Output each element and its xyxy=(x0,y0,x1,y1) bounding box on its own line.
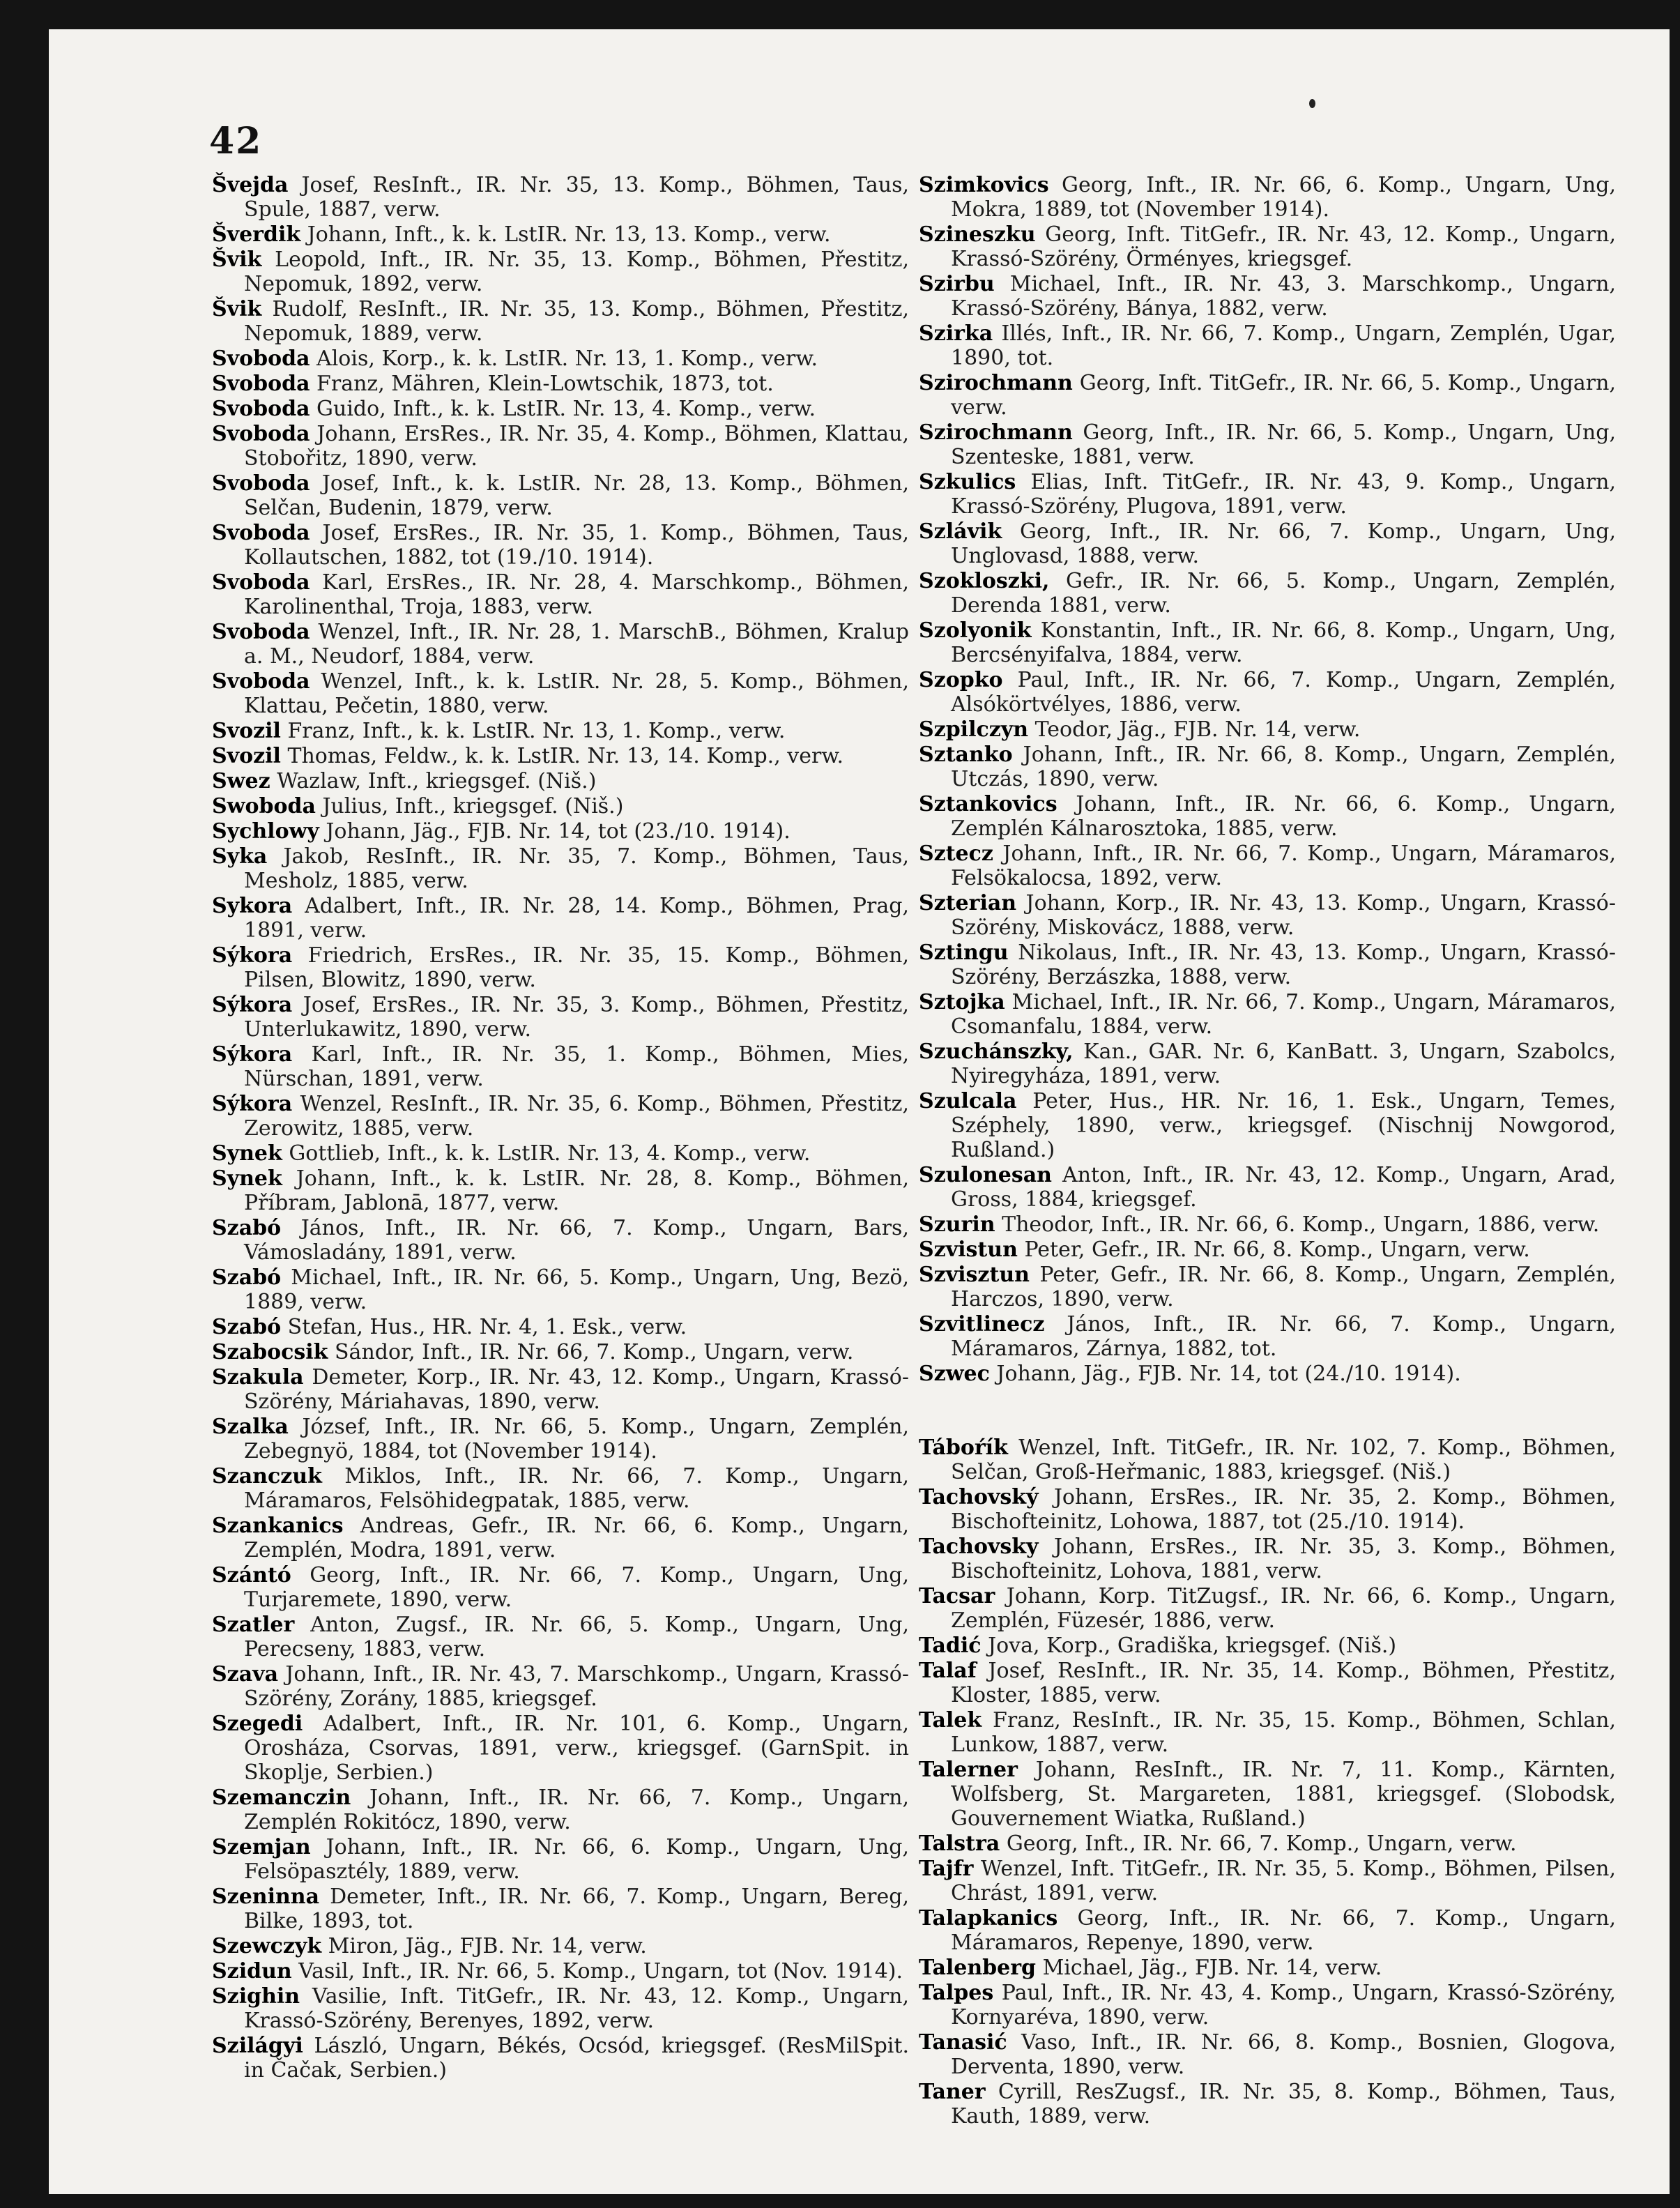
entry-surname: Szulonesan xyxy=(919,1163,1052,1187)
entry-surname: Szolyonik xyxy=(919,618,1032,643)
entry-details: Karl, ErsRes., IR. Nr. 28, 4. Marschkomp., Böhmen, Karolinenthal, Troja, 1883, verw. xyxy=(244,570,909,619)
entry-surname: Szanczuk xyxy=(212,1464,322,1489)
register-entry xyxy=(212,1786,909,1834)
register-entry xyxy=(212,1984,909,2033)
register-entry xyxy=(919,1708,1616,1757)
entry-details: Teodor, Jäg., FJB. Nr. 14, verw. xyxy=(1028,717,1361,742)
entry-surname: Swez xyxy=(212,769,270,793)
entry-surname: Szemanczin xyxy=(212,1786,351,1810)
entry-details: Anton, Zugsf., IR. Nr. 66, 5. Komp., Ungarn, Ung, Perecseny, 1883, verw. xyxy=(244,1613,909,1661)
ink-speck xyxy=(1309,99,1315,108)
entry-surname: Szántó xyxy=(212,1563,291,1588)
entry-surname: Szirbu xyxy=(919,272,995,296)
entry-details: Adalbert, Inft., IR. Nr. 101, 6. Komp., Ungarn, Orosháza, Csorvas, 1891, verw., kriegsgef. (GarnSpit. in Skoplje, Serbien.) xyxy=(244,1712,909,1785)
entry-surname: Szewczyk xyxy=(212,1934,322,1958)
register-entry xyxy=(212,894,909,943)
entry-details: János, Inft., IR. Nr. 66, 7. Komp., Ungarn, Máramaros, Zárnya, 1882, tot. xyxy=(951,1312,1616,1361)
entry-surname: Švik xyxy=(212,297,262,321)
entry-surname: Szirka xyxy=(919,321,993,346)
entry-details: Elias, Inft. TitGefr., IR. Nr. 43, 9. Komp., Ungarn, Krassó-Szörény, Plugova, 1891, verw. xyxy=(951,470,1616,519)
entry-details: Wazlaw, Inft., kriegsgef. (Niš.) xyxy=(270,769,597,793)
entry-details: Jakob, ResInft., IR. Nr. 35, 7. Komp., Böhmen, Taus, Mesholz, 1885, verw. xyxy=(244,844,909,893)
entry-details: Vasilie, Inft. TitGefr., IR. Nr. 43, 12. Komp., Ungarn, Krassó-Szörény, Berenyes, 1892, verw. xyxy=(244,1984,909,2033)
entry-details: Sándor, Inft., IR. Nr. 66, 7. Komp., Ungarn, verw. xyxy=(328,1340,854,1364)
entry-surname: Sýkora xyxy=(212,943,293,968)
register-entry xyxy=(919,2080,1616,2129)
register-entry xyxy=(212,372,909,396)
register-entry xyxy=(212,2034,909,2083)
entry-details: Stefan, Hus., HR. Nr. 4, 1. Esk., verw. xyxy=(281,1315,687,1339)
section-gap xyxy=(919,1387,1616,1436)
register-entry xyxy=(919,842,1616,890)
entry-details: Johann, Inft., IR. Nr. 43, 7. Marschkomp., Ungarn, Krassó-Szörény, Zorány, 1885, kriegsgef. xyxy=(244,1662,909,1711)
entry-details: Johann, ResInft., IR. Nr. 7, 11. Komp., Kärnten, Wolfsberg, St. Margareten, 1881, kriegsgef. (Slobodsk, Gouvernement Wiatka, Rußland.) xyxy=(951,1758,1616,1831)
entry-details: Georg, Inft., IR. Nr. 66, 7. Komp., Ungarn, Ung, Unglovasd, 1888, verw. xyxy=(951,519,1616,568)
entry-details: Karl, Inft., IR. Nr. 35, 1. Komp., Böhmen, Mies, Nürschan, 1891, verw. xyxy=(244,1042,909,1091)
entry-details: Georg, Inft., IR. Nr. 66, 7. Komp., Ungarn, Máramaros, Repenye, 1890, verw. xyxy=(951,1906,1616,1955)
register-entry xyxy=(919,2030,1616,2079)
register-entry xyxy=(919,1312,1616,1361)
register-entry xyxy=(212,1662,909,1711)
entry-surname: Sýkora xyxy=(212,1092,293,1116)
entry-details: Josef, ResInft., IR. Nr. 35, 14. Komp., Böhmen, Přestitz, Kloster, 1885, verw. xyxy=(951,1659,1616,1707)
register-entry xyxy=(212,769,909,793)
entry-surname: Svozil xyxy=(212,744,281,768)
entry-surname: Szakula xyxy=(212,1365,304,1389)
entry-details: Wenzel, Inft., k. k. LstIR. Nr. 28, 5. Komp., Böhmen, Klattau, Pečetin, 1880, verw. xyxy=(244,669,909,718)
register-entry xyxy=(212,1712,909,1785)
entry-details: Wenzel, Inft., IR. Nr. 28, 1. MarschB., Böhmen, Kralup a. M., Neudorf, 1884, verw. xyxy=(244,620,909,669)
register-entry xyxy=(919,1238,1616,1262)
entry-details: Josef, ErsRes., IR. Nr. 35, 1. Komp., Böhmen, Taus, Kollautschen, 1882, tot (19./10. 1914). xyxy=(244,521,909,570)
entry-surname: Švik xyxy=(212,248,262,272)
register-entry xyxy=(919,891,1616,940)
entry-details: Demeter, Inft., IR. Nr. 66, 7. Komp., Ungarn, Bereg, Bilke, 1893, tot. xyxy=(244,1885,909,1933)
entry-surname: Szuchánszky, xyxy=(919,1040,1074,1064)
entry-details: Konstantin, Inft., IR. Nr. 66, 8. Komp., Ungarn, Ung, Bercsényifalva, 1884, verw. xyxy=(951,618,1616,667)
entry-details: Johann, ErsRes., IR. Nr. 35, 4. Komp., Böhmen, Klattau, Stobořitz, 1890, verw. xyxy=(244,422,909,471)
register-entry xyxy=(212,570,909,619)
entry-surname: Szemjan xyxy=(212,1835,311,1859)
entry-surname: Sykora xyxy=(212,894,293,918)
entry-details: Wenzel, Inft. TitGefr., IR. Nr. 35, 5. Komp., Böhmen, Pilsen, Chrást, 1891, verw. xyxy=(951,1857,1616,1905)
entry-surname: Szkulics xyxy=(919,470,1016,494)
register-entry xyxy=(212,1340,909,1364)
register-entry xyxy=(212,1885,909,1933)
entry-surname: Sýkora xyxy=(212,1042,293,1067)
register-entry xyxy=(919,743,1616,791)
entry-surname: Svoboda xyxy=(212,669,310,694)
register-entry xyxy=(919,272,1616,321)
entry-details: Miklos, Inft., IR. Nr. 66, 7. Komp., Ungarn, Máramaros, Felsöhidegpatak, 1885, verw. xyxy=(244,1464,909,1513)
entry-details: Peter, Hus., HR. Nr. 16, 1. Esk., Ungarn, Temes, Széphely, 1890, verw., kriegsgef. (Nischnij Nowgorod, Rußland.) xyxy=(951,1089,1616,1162)
register-entry xyxy=(212,1959,909,1984)
entry-details: Georg, Inft. TitGefr., IR. Nr. 43, 12. Komp., Ungarn, Krassó-Szörény, Örményes, kriegsgef. xyxy=(951,222,1616,271)
register-entry xyxy=(919,1263,1616,1311)
entry-surname: Svozil xyxy=(212,719,281,743)
entry-surname: Szirochmann xyxy=(919,371,1073,395)
entry-surname: Tachovský xyxy=(919,1485,1039,1509)
register-entry xyxy=(212,248,909,296)
right-column-s-section xyxy=(919,173,1616,1386)
register-entry xyxy=(919,371,1616,420)
entry-surname: Svoboda xyxy=(212,347,310,371)
register-entry xyxy=(919,717,1616,742)
register-entry xyxy=(212,819,909,844)
entry-surname: Szabó xyxy=(212,1216,282,1240)
entry-details: Michael, Inft., IR. Nr. 66, 7. Komp., Ungarn, Máramaros, Csomanfalu, 1884, verw. xyxy=(951,990,1616,1039)
register-entry xyxy=(919,792,1616,841)
entry-surname: Talerner xyxy=(919,1758,1018,1782)
entry-details: Leopold, Inft., IR. Nr. 35, 13. Komp., Böhmen, Přestitz, Nepomuk, 1892, verw. xyxy=(244,248,909,296)
register-entry xyxy=(919,1832,1616,1856)
entry-surname: Szidun xyxy=(212,1959,292,1984)
entry-surname: Szalka xyxy=(212,1415,289,1439)
entry-details: Michael, Inft., IR. Nr. 43, 3. Marschkomp., Ungarn, Krassó-Szörény, Bánya, 1882, verw. xyxy=(951,272,1616,321)
entry-surname: Syka xyxy=(212,844,268,869)
entry-details: Demeter, Korp., IR. Nr. 43, 12. Komp., Ungarn, Krassó-Szörény, Máriahavas, 1890, verw. xyxy=(244,1365,909,1414)
entry-details: Johann, Inft., IR. Nr. 66, 6. Komp., Ungarn, Zemplén Kálnarosztoka, 1885, verw. xyxy=(951,792,1616,841)
register-entry xyxy=(212,1563,909,1612)
entry-surname: Tachovsky xyxy=(919,1535,1039,1559)
entry-details: László, Ungarn, Békés, Ocsód, kriegsgef. (ResMilSpit. in Čačak, Serbien.) xyxy=(244,2034,909,2083)
entry-details: Georg, Inft., IR. Nr. 66, 7. Komp., Ungarn, verw. xyxy=(1000,1832,1517,1856)
register-entry xyxy=(919,1956,1616,1980)
register-entry xyxy=(212,620,909,669)
register-entry xyxy=(919,1485,1616,1534)
entry-surname: Talapkanics xyxy=(919,1906,1058,1931)
entry-surname: Szabó xyxy=(212,1265,282,1290)
entry-surname: Szabó xyxy=(212,1315,282,1339)
register-entry xyxy=(212,1514,909,1562)
entry-surname: Svoboda xyxy=(212,397,310,421)
entry-surname: Szineszku xyxy=(919,222,1036,247)
register-entry xyxy=(212,1216,909,1265)
entry-details: Johann, Inft., IR. Nr. 66, 6. Komp., Ungarn, Ung, Felsöpasztély, 1889, verw. xyxy=(244,1835,909,1884)
entry-details: Nikolaus, Inft., IR. Nr. 43, 13. Komp., Ungarn, Krassó-Szörény, Berzászka, 1888, verw. xyxy=(951,941,1616,989)
register-entry xyxy=(212,1415,909,1463)
entry-details: Friedrich, ErsRes., IR. Nr. 35, 15. Komp., Böhmen, Pilsen, Blowitz, 1890, verw. xyxy=(244,943,909,992)
entry-surname: Szilágyi xyxy=(212,2034,303,2058)
entry-details: Johann, Inft., k. k. LstIR. Nr. 28, 8. Komp., Böhmen, Příbram, Jablonā, 1877, verw. xyxy=(244,1166,909,1215)
register-entry xyxy=(919,173,1616,222)
register-entry xyxy=(919,470,1616,519)
entry-details: Georg, Inft., IR. Nr. 66, 6. Komp., Ungarn, Ung, Mokra, 1889, tot (November 1914). xyxy=(951,173,1616,222)
register-entry xyxy=(212,844,909,893)
register-entry xyxy=(919,222,1616,271)
entry-details: Michael, Jäg., FJB. Nr. 14, verw. xyxy=(1036,1956,1382,1980)
entry-surname: Szwec xyxy=(919,1362,990,1386)
entry-details: Johann, Inft., k. k. LstIR. Nr. 13, 13. Komp., verw. xyxy=(300,222,831,247)
register-entry xyxy=(919,1362,1616,1386)
entry-details: Franz, ResInft., IR. Nr. 35, 15. Komp., Böhmen, Schlan, Lunkow, 1887, verw. xyxy=(951,1708,1616,1757)
entry-surname: Synek xyxy=(212,1141,282,1166)
register-entry xyxy=(919,1212,1616,1237)
entry-surname: Szava xyxy=(212,1662,279,1687)
entry-surname: Szlávik xyxy=(919,519,1002,544)
register-entry xyxy=(919,519,1616,568)
entry-surname: Szopko xyxy=(919,668,1003,692)
register-entry xyxy=(212,1042,909,1091)
register-entry xyxy=(919,618,1616,667)
entry-surname: Taner xyxy=(919,2080,986,2104)
right-column xyxy=(919,173,1616,2129)
entry-details: Anton, Inft., IR. Nr. 43, 12. Komp., Ungarn, Arad, Gross, 1884, kriegsgef. xyxy=(951,1163,1616,1212)
entry-surname: Svoboda xyxy=(212,570,310,595)
entry-details: Johann, Inft., IR. Nr. 66, 8. Komp., Ungarn, Zemplén, Utczás, 1890, verw. xyxy=(951,743,1616,791)
entry-surname: Szatler xyxy=(212,1613,295,1637)
entry-surname: Šverdik xyxy=(212,222,301,247)
register-entry xyxy=(212,1265,909,1314)
entry-details: Jova, Korp., Gradiška, kriegsgef. (Niš.) xyxy=(981,1634,1397,1658)
entry-details: Johann, Jäg., FJB. Nr. 14, tot (24./10. 1914). xyxy=(989,1362,1461,1386)
register-entry xyxy=(212,1934,909,1958)
entry-details: József, Inft., IR. Nr. 66, 5. Komp., Ungarn, Zemplén, Zebegnyö, 1884, tot (November 1914). xyxy=(244,1415,909,1463)
page-number: 42 xyxy=(209,120,263,162)
left-column xyxy=(212,173,909,2083)
register-entry xyxy=(919,1535,1616,1583)
entry-surname: Szvisztun xyxy=(919,1263,1030,1287)
entry-details: Vaso, Inft., IR. Nr. 66, 8. Komp., Bosnien, Glogova, Derventa, 1890, verw. xyxy=(951,2030,1616,2079)
entry-details: Guido, Inft., k. k. LstIR. Nr. 13, 4. Komp., verw. xyxy=(310,397,816,421)
entry-surname: Szpilczyn xyxy=(919,717,1029,742)
entry-surname: Szeninna xyxy=(212,1885,320,1909)
entry-details: Peter, Gefr., IR. Nr. 66, 8. Komp., Ungarn, Zemplén, Harczos, 1890, verw. xyxy=(951,1263,1616,1311)
entry-surname: Szegedi xyxy=(212,1712,303,1736)
entry-surname: Svoboda xyxy=(212,521,310,545)
entry-details: Peter, Gefr., IR. Nr. 66, 8. Komp., Ungarn, verw. xyxy=(1017,1238,1530,1262)
register-entry xyxy=(212,173,909,222)
entry-surname: Talek xyxy=(919,1708,982,1733)
entry-surname: Szterian xyxy=(919,891,1017,915)
register-entry xyxy=(212,719,909,743)
entry-details: Johann, Inft., IR. Nr. 66, 7. Komp., Ungarn, Máramaros, Felsökalocsa, 1892, verw. xyxy=(951,842,1616,890)
entry-surname: Svoboda xyxy=(212,471,310,496)
entry-surname: Sztanko xyxy=(919,743,1013,767)
register-entry xyxy=(212,347,909,371)
entry-details: Georg, Inft., IR. Nr. 66, 7. Komp., Ungarn, Ung, Turjaremete, 1890, verw. xyxy=(244,1563,909,1612)
entry-surname: Tanasić xyxy=(919,2030,1007,2055)
register-entry xyxy=(212,297,909,346)
entry-details: Johann, Inft., IR. Nr. 66, 7. Komp., Ungarn, Zemplén Rokitócz, 1890, verw. xyxy=(244,1786,909,1834)
entry-surname: Szvitlinecz xyxy=(919,1312,1045,1337)
entry-surname: Szvistun xyxy=(919,1238,1018,1262)
entry-surname: Synek xyxy=(212,1166,282,1191)
entry-surname: Svoboda xyxy=(212,422,310,446)
entry-details: Johann, Korp., IR. Nr. 43, 13. Komp., Ungarn, Krassó-Szörény, Miskovácz, 1888, verw. xyxy=(951,891,1616,940)
entry-details: Johann, ErsRes., IR. Nr. 35, 3. Komp., Böhmen, Bischofteinitz, Lohova, 1881, verw. xyxy=(951,1535,1616,1583)
entry-surname: Talpes xyxy=(919,1981,994,2005)
entry-surname: Swoboda xyxy=(212,794,316,819)
register-entry xyxy=(212,222,909,247)
entry-details: Illés, Inft., IR. Nr. 66, 7. Komp., Ungarn, Zemplén, Ugar, 1890, tot. xyxy=(951,321,1616,370)
entry-surname: Szirochmann xyxy=(919,420,1073,445)
entry-details: Gefr., IR. Nr. 66, 5. Komp., Ungarn, Zemplén, Derenda 1881, verw. xyxy=(951,569,1616,618)
register-entry xyxy=(919,1758,1616,1831)
entry-details: Cyrill, ResZugsf., IR. Nr. 35, 8. Komp., Böhmen, Taus, Kauth, 1889, verw. xyxy=(951,2080,1616,2129)
entry-details: Franz, Mähren, Klein-Lowtschik, 1873, tot. xyxy=(310,372,774,396)
entry-surname: Tacsar xyxy=(919,1584,995,1608)
entry-surname: Svoboda xyxy=(212,620,310,644)
entry-details: Wenzel, Inft. TitGefr., IR. Nr. 102, 7. Komp., Böhmen, Selčan, Groß-Heřmanic, 1883, kriegsgef. (Niš.) xyxy=(951,1436,1616,1484)
entry-surname: Szankanics xyxy=(212,1514,344,1538)
entry-surname: Sztojka xyxy=(919,990,1005,1014)
register-entry xyxy=(212,422,909,471)
entry-surname: Sýkora xyxy=(212,993,293,1017)
entry-details: Alois, Korp., k. k. LstIR. Nr. 13, 1. Komp., verw. xyxy=(310,347,818,371)
entry-surname: Sztingu xyxy=(919,941,1009,965)
entry-surname: Szimkovics xyxy=(919,173,1049,197)
register-entry xyxy=(212,794,909,819)
register-entry xyxy=(212,1166,909,1215)
entry-surname: Svoboda xyxy=(212,372,310,396)
register-entry xyxy=(212,397,909,421)
entry-surname: Szokloszki, xyxy=(919,569,1050,593)
entry-surname: Talenberg xyxy=(919,1956,1037,1980)
register-entry xyxy=(212,1464,909,1513)
entry-details: Josef, ResInft., IR. Nr. 35, 13. Komp., Böhmen, Taus, Spule, 1887, verw. xyxy=(244,173,909,222)
register-entry xyxy=(919,1857,1616,1905)
register-entry xyxy=(919,1436,1616,1484)
register-entry xyxy=(212,1315,909,1339)
entry-details: Johann, ErsRes., IR. Nr. 35, 2. Komp., Böhmen, Bischofteinitz, Lohowa, 1887, tot (25./10. 1914). xyxy=(951,1485,1616,1534)
entry-details: Gottlieb, Inft., k. k. LstIR. Nr. 13, 4. Komp., verw. xyxy=(282,1141,811,1166)
entry-details: Paul, Inft., IR. Nr. 43, 4. Komp., Ungarn, Krassó-Szörény, Kornyaréva, 1890, verw. xyxy=(951,1981,1616,2030)
entry-details: Georg, Inft., IR. Nr. 66, 5. Komp., Ungarn, Ung, Szenteske, 1881, verw. xyxy=(951,420,1616,469)
register-entry xyxy=(919,941,1616,989)
register-entry xyxy=(212,993,909,1042)
register-entry xyxy=(919,1634,1616,1658)
register-entry xyxy=(919,1163,1616,1212)
entry-details: Rudolf, ResInft., IR. Nr. 35, 13. Komp., Böhmen, Přestitz, Nepomuk, 1889, verw. xyxy=(244,297,909,346)
register-entry xyxy=(919,321,1616,370)
entry-details: Kan., GAR. Nr. 6, KanBatt. 3, Ungarn, Szabolcs, Nyiregyháza, 1891, verw. xyxy=(951,1040,1616,1088)
register-entry xyxy=(212,1835,909,1884)
register-entry xyxy=(919,569,1616,618)
entry-details: Johann, Jäg., FJB. Nr. 14, tot (23./10. 1914). xyxy=(319,819,791,844)
entry-details: Johann, Korp. TitZugsf., IR. Nr. 66, 6. Komp., Ungarn, Zemplén, Füzesér, 1886, verw. xyxy=(951,1584,1616,1633)
entry-details: Josef, ErsRes., IR. Nr. 35, 3. Komp., Böhmen, Přestitz, Unterlukawitz, 1890, verw. xyxy=(244,993,909,1042)
register-entry xyxy=(919,1981,1616,2030)
entry-surname: Sychlowy xyxy=(212,819,319,844)
entry-surname: Szighin xyxy=(212,1984,300,2009)
entry-surname: Švejda xyxy=(212,173,289,197)
register-entry xyxy=(919,990,1616,1039)
register-entry xyxy=(212,943,909,992)
entry-details: Paul, Inft., IR. Nr. 66, 7. Komp., Ungarn, Zemplén, Alsókörtvélyes, 1886, verw. xyxy=(951,668,1616,717)
register-entry xyxy=(919,1659,1616,1707)
entry-surname: Szurin xyxy=(919,1212,995,1237)
register-entry xyxy=(212,1365,909,1414)
register-entry xyxy=(919,1906,1616,1955)
entry-surname: Tadić xyxy=(919,1634,982,1658)
entry-details: Josef, Inft., k. k. LstIR. Nr. 28, 13. Komp., Böhmen, Selčan, Budenin, 1879, verw. xyxy=(244,471,909,520)
entry-details: Michael, Inft., IR. Nr. 66, 5. Komp., Ungarn, Ung, Bezö, 1889, verw. xyxy=(244,1265,909,1314)
entry-surname: Szabocsik xyxy=(212,1340,328,1364)
entry-details: Andreas, Gefr., IR. Nr. 66, 6. Komp., Ungarn, Zemplén, Modra, 1891, verw. xyxy=(244,1514,909,1562)
entry-details: Georg, Inft. TitGefr., IR. Nr. 66, 5. Komp., Ungarn, verw. xyxy=(951,371,1616,420)
register-entry xyxy=(919,1584,1616,1633)
register-entry xyxy=(212,1141,909,1166)
register-entry xyxy=(212,471,909,520)
entry-details: Vasil, Inft., IR. Nr. 66, 5. Komp., Ungarn, tot (Nov. 1914). xyxy=(291,1959,903,1984)
entry-surname: Sztecz xyxy=(919,842,993,866)
register-entry xyxy=(212,1092,909,1141)
register-entry xyxy=(212,521,909,570)
entry-details: Miron, Jäg., FJB. Nr. 14, verw. xyxy=(321,1934,647,1958)
right-column-t-section xyxy=(919,1436,1616,2129)
entry-details: Julius, Inft., kriegsgef. (Niš.) xyxy=(315,794,624,819)
register-entry xyxy=(212,744,909,768)
register-entry xyxy=(919,1089,1616,1162)
entry-surname: Tajfr xyxy=(919,1857,974,1881)
entry-surname: Talstra xyxy=(919,1832,1000,1856)
entry-details: Theodor, Inft., IR. Nr. 66, 6. Komp., Ungarn, 1886, verw. xyxy=(995,1212,1600,1237)
entry-surname: Táboŕík xyxy=(919,1436,1008,1460)
entry-surname: Talaf xyxy=(919,1659,977,1683)
register-entry xyxy=(919,420,1616,469)
register-entry xyxy=(919,668,1616,717)
register-entry xyxy=(212,1613,909,1661)
entry-details: Franz, Inft., k. k. LstIR. Nr. 13, 1. Komp., verw. xyxy=(280,719,786,743)
entry-surname: Sztankovics xyxy=(919,792,1057,816)
entry-details: Wenzel, ResInft., IR. Nr. 35, 6. Komp., Böhmen, Přestitz, Zerowitz, 1885, verw. xyxy=(244,1092,909,1141)
register-entry xyxy=(212,669,909,718)
entry-details: János, Inft., IR. Nr. 66, 7. Komp., Ungarn, Bars, Vámosladány, 1891, verw. xyxy=(244,1216,909,1265)
entry-details: Thomas, Feldw., k. k. LstIR. Nr. 13, 14. Komp., verw. xyxy=(280,744,843,768)
entry-details: Adalbert, Inft., IR. Nr. 28, 14. Komp., Böhmen, Prag, 1891, verw. xyxy=(244,894,909,943)
register-entry xyxy=(919,1040,1616,1088)
entry-surname: Szulcala xyxy=(919,1089,1017,1113)
